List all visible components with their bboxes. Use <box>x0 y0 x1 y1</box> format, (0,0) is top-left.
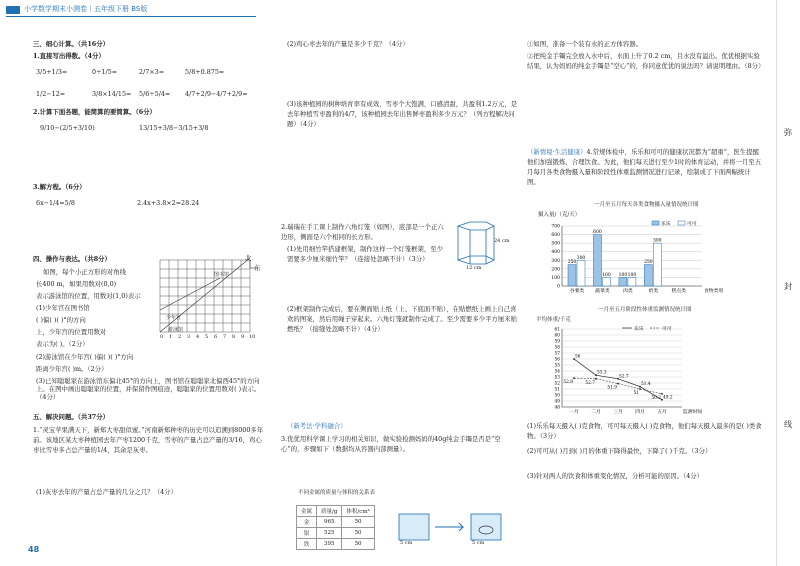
bar <box>644 265 652 286</box>
data-label: 52.7 <box>619 374 629 380</box>
page-number: 48 <box>28 545 40 554</box>
category-label: 二月 <box>591 410 601 415</box>
calc-5: 1/2−12= <box>36 90 66 98</box>
y-tick-label: 48 <box>554 405 560 411</box>
bar <box>628 277 636 286</box>
q4-tag: （新情境·生活健康） <box>527 148 587 156</box>
bar <box>653 243 661 286</box>
q5-1-stem: 1.“灵宝苹果满天下，新郑大枣甜似蜜。”河南新郑种枣的历史可以追溯到8000多年前。该地区某大枣种植园去年产枣1200千克，雪枣的产量占总产量的3/16，鸡心枣比雪枣多占总产量的1/4，其余是灰枣。 <box>33 426 264 454</box>
section-3-heading: 三、细心计算。（共16分） <box>33 40 109 48</box>
s1: ①如图，准备一个装有水的正方体容器。 <box>527 40 643 48</box>
grid-axis-5: 5 <box>205 334 209 340</box>
y-tick-label: 56 <box>554 357 560 363</box>
q4a: (1)乐乐每天摄入( )克食物，可可每天摄入( )克食物，他们每天摄入最多的是( )类食物。（3分） <box>527 422 762 440</box>
bar <box>577 260 585 286</box>
side-mark-1: 弥 <box>784 128 792 137</box>
category-label: 奶类 <box>648 289 659 294</box>
bar-value-label: 600 <box>593 230 602 236</box>
section-5-heading: 五、解决问题。（共37分） <box>33 413 109 421</box>
bar <box>593 235 601 286</box>
calc-2: 0÷1/5= <box>92 68 118 76</box>
bar-value-label: 100 <box>618 272 628 278</box>
section-4-heading: 四、操作与表达。（共8分） <box>33 255 111 263</box>
data-point <box>639 388 641 390</box>
y-tick-label: 51 <box>554 387 560 393</box>
legend-label: 乐乐 <box>661 222 671 227</box>
s4-line-3: 表示游泳馆的位置，用数对(1,0)表示 <box>36 292 141 300</box>
data-label: 49.2 <box>663 395 673 401</box>
bar-chart-title: 一月至五月每天各类食物摄入量情况统计图 <box>594 202 699 208</box>
grid-axis-2: 2 <box>178 334 182 340</box>
data-point <box>595 378 597 380</box>
category-label: 肉类 <box>623 289 633 294</box>
bar <box>568 265 576 286</box>
s4-line-9: 距离少年宫( )m。（2分） <box>36 365 108 373</box>
data-point <box>617 383 619 385</box>
q2-heading: 2.计算下面各题，能简算的要简算。（6分） <box>33 108 156 116</box>
s4-line-10: (3)已知聪聪家在游泳馆东偏北45°的方向上，图书馆在聪聪家北偏西45°的方向上。在图中画出聪聪家的位置，并保留作图痕迹，聪聪家的位置用数对( )表示。（4分） <box>36 377 261 401</box>
bar-value-label: 250 <box>567 260 577 266</box>
mass-head: 质量/g <box>317 506 342 517</box>
legend-label: 可可 <box>662 327 672 332</box>
grid-axis-6: 6 <box>214 334 218 340</box>
category-label: 五月 <box>657 410 667 415</box>
grid-axis-1: 1 <box>169 334 173 340</box>
y-tick-label: 200 <box>551 267 560 273</box>
q4-text: 4.常规体检中，乐乐和可可的健康状况都为“超重”，医生提醒他们加强锻炼，合理饮食。为此，他们每天进行至少1时的体育运动，并将一月至五月每月各类食物摄入量和阶段性体重监测情况进行记录，绘制成了下面两幅统计图。 <box>527 148 762 186</box>
grid-north: 北 <box>245 254 252 262</box>
table-cell: 525 <box>317 528 342 539</box>
grid-axis-8: 8 <box>232 334 236 340</box>
legend-swatch <box>678 221 685 225</box>
metal-table-title: 不同金属的质量与体积的关系表 <box>298 490 376 496</box>
lantern-height: 24 cm <box>494 238 510 244</box>
cube-dim-a: 5 cm <box>400 540 413 546</box>
q3-eq-2: 2.4x+3.8×2=28.24 <box>137 199 200 207</box>
binding-line <box>776 0 777 566</box>
data-label: 53.3 <box>597 370 607 376</box>
bar <box>602 277 610 286</box>
bar-chart <box>540 220 724 300</box>
category-label: 四月 <box>635 410 645 415</box>
y-tick-label: 600 <box>551 233 560 239</box>
cube-dim-b: 5 cm <box>472 540 485 546</box>
x-axis-label: 食物类别 <box>704 289 724 294</box>
y-tick-label: 300 <box>551 258 560 264</box>
y-tick-label: 54 <box>554 369 560 375</box>
line-chart-ylabel: 平均体重/千克 <box>536 317 571 323</box>
calc-6: 3/8×14/15= <box>92 90 132 98</box>
y-tick-label: 100 <box>551 275 560 281</box>
s4-line-6: 上，少年宫的位置用数对 <box>36 328 107 336</box>
grid-pool: 游泳馆 <box>168 327 184 333</box>
grid-library: 图书馆 <box>214 272 230 278</box>
q2-expr-1: 9/10−(2/5+3/10) <box>40 124 95 132</box>
category-label: 一月 <box>569 410 579 415</box>
table-cell: 铁 <box>297 539 317 550</box>
y-tick-label: 55 <box>554 363 560 369</box>
table-cell: 965 <box>317 517 342 528</box>
q3-heading: 3.解方程。（6分） <box>33 183 86 191</box>
data-label: 51 <box>633 391 639 396</box>
header-title: 小学数学期末小测卷｜五年级下册 BS版 <box>24 5 148 13</box>
calc-3: 2/7×3= <box>139 68 165 76</box>
data-label: 52.8 <box>563 380 573 386</box>
y-tick-label: 400 <box>551 250 560 256</box>
q2-expr-2: 13/15+3/8−3/15+3/8 <box>139 124 209 132</box>
y-tick-label: 60 <box>554 333 560 339</box>
category-label: 三月 <box>613 410 623 415</box>
q5-1a: (1)灰枣去年的产量占总产量的几分之几？（4分） <box>36 488 177 496</box>
bar-value-label: 100 <box>627 272 637 278</box>
x-axis-label: 监测时间 <box>683 410 703 415</box>
y-tick-label: 52 <box>554 381 560 387</box>
line-chart <box>540 325 715 420</box>
q3-eq-1: 6x−1/4=5/8 <box>36 199 75 207</box>
y-tick-label: 58 <box>554 345 560 351</box>
q2a: (1)先用细竹竿搭建框架，制作这样一个灯笼框架，至少需要多少厘米细竹竿？（连接处忽略不计）（3分） <box>287 245 444 263</box>
calc-1: 3/5+1/3= <box>36 68 68 76</box>
bar <box>619 277 627 286</box>
data-label: 56 <box>575 354 581 360</box>
grid-east: 东 <box>254 264 261 272</box>
q4c: (3)针对两人的饮食和体重变化情况，分析可能的原因。（4分） <box>527 472 704 480</box>
s2: ②把纯金手镯完全放入水中后，水面上升了0.2 cm，且水没有溢出。优优根据实验结果，认为妈妈的纯金手镯是“空心”的，你同意优优的说法吗？请说明理由。（8分） <box>527 52 765 70</box>
volume-head: 体积/cm³ <box>342 506 374 517</box>
table-cell: 银 <box>297 528 317 539</box>
table-cell: 50 <box>342 517 374 528</box>
s4-line-4: (1)少年宫在图书馆 <box>36 304 90 312</box>
q2b: (2)框架制作完成后，要在侧面贴上纸（上、下底面不贴），在贴燃纸上画上自己喜欢的图案，然后用绳子穿起来。六角灯笼就制作完成了。至少需要多少平方厘米贴燃纸？（接缝处忽略不计）（4分） <box>287 305 518 333</box>
bar-chart-ylabel: 摄入量/（克/天） <box>538 212 581 218</box>
data-label: 51.9 <box>607 385 617 391</box>
side-mark-2: 封 <box>784 282 792 291</box>
q3-stem: 3.优优用科学课上学习的相关知识，做实验检测妈妈的40g纯金手镯是否是“空心”的，步骤如下（数据均从容器内部测量）。 <box>281 435 501 453</box>
grid-axis-0: 0 <box>160 334 164 340</box>
q3-tag: （新考法·学科融合） <box>287 422 347 430</box>
y-tick-label: 53 <box>554 375 560 381</box>
q1c: (3)该种植园的树种培育率有成效，雪枣个大饱满，口感清甜，共盈利1.2万元，是去年种植雪枣盈利的4/7，该种植园去年出售鲜枣盈利多少万元？（列方程解决问题）（4分） <box>287 100 518 128</box>
grid-youth-palace: 少年宫 <box>166 315 182 321</box>
bar-value-label: 100 <box>602 272 611 278</box>
s4-line-1: 如图，每个小正方形的对角线 <box>43 268 127 276</box>
side-mark-3: 线 <box>784 420 792 429</box>
q1-heading: 1.直接写出得数。（4分） <box>33 52 105 60</box>
q4-stem <box>527 148 763 188</box>
calc-7: 5/6÷5/4= <box>139 90 171 98</box>
table-cell: 50 <box>342 528 374 539</box>
grid-axis-7: 7 <box>223 334 227 340</box>
data-point <box>573 377 575 379</box>
legend-label: 乐乐 <box>634 327 644 332</box>
lantern-figure <box>452 220 512 270</box>
grid-axis-10: 10 <box>249 334 256 340</box>
y-tick-label: 57 <box>554 351 560 357</box>
category-label: 蔬菜类 <box>595 289 610 294</box>
s4-line-5: ( )偏( )( )°的方向 <box>36 316 86 324</box>
data-point <box>661 393 663 395</box>
legend-label: 可可 <box>687 222 697 227</box>
legend-swatch <box>652 221 659 225</box>
s4-line-7: 表示为( )。（2分） <box>36 340 89 348</box>
y-tick-label: 50 <box>554 393 560 399</box>
s4-line-2: 长400 m，如果用数对(0,0) <box>36 280 117 288</box>
bar-value-label: 250 <box>644 260 653 266</box>
y-tick-label: 49 <box>554 399 560 405</box>
category-label: 糕点类 <box>671 289 687 294</box>
calc-8: 4/7+2/9−4/7+2/9= <box>185 90 248 98</box>
q4b: (2)可可从( )月到( )月的体重下降得最快，下降了( )千克。（3分） <box>527 447 712 455</box>
cube-containers <box>395 500 515 550</box>
table-cell: 50 <box>342 539 374 550</box>
metal-head: 金属 <box>297 506 317 517</box>
category-label: 谷薯类 <box>569 289 585 294</box>
y-tick-label: 61 <box>554 327 560 333</box>
bar-value-label: 300 <box>576 255 586 261</box>
y-tick-label: 500 <box>551 241 560 247</box>
data-label: 51.4 <box>641 382 651 388</box>
bar-value-label: 500 <box>653 238 662 244</box>
line-chart-title: 一月至五月阶段性体重监测情况统计图 <box>598 307 692 313</box>
q2-stem: 2.瑞瑞在手工课上制作六角灯笼（如图），底部是一个正六边形，侧面是六个相同的长方形。 <box>281 223 444 241</box>
data-label: 52.7 <box>585 380 595 386</box>
lantern-side: 12 cm <box>466 265 482 271</box>
q1b: (2)鸡心枣去年的产量是多少千克？（4分） <box>287 40 409 48</box>
grid-axis-4: 4 <box>196 334 200 340</box>
metal-table <box>296 505 375 550</box>
y-tick-label: 700 <box>551 224 560 230</box>
grid-axis-9: 9 <box>241 334 245 340</box>
header-rule <box>6 16 256 17</box>
s4-line-8: (2)游泳馆在少年宫( )偏( )( )°方向 <box>36 353 134 361</box>
table-cell: 395 <box>317 539 342 550</box>
grid-axis-3: 3 <box>187 334 191 340</box>
calc-4: 5/8+0.875= <box>185 68 225 76</box>
y-tick-label: 59 <box>554 339 560 345</box>
table-cell: 金 <box>297 517 317 528</box>
header-logo <box>6 6 20 14</box>
data-label: 50.2 <box>651 395 661 401</box>
y-tick-label: 0 <box>557 284 560 290</box>
